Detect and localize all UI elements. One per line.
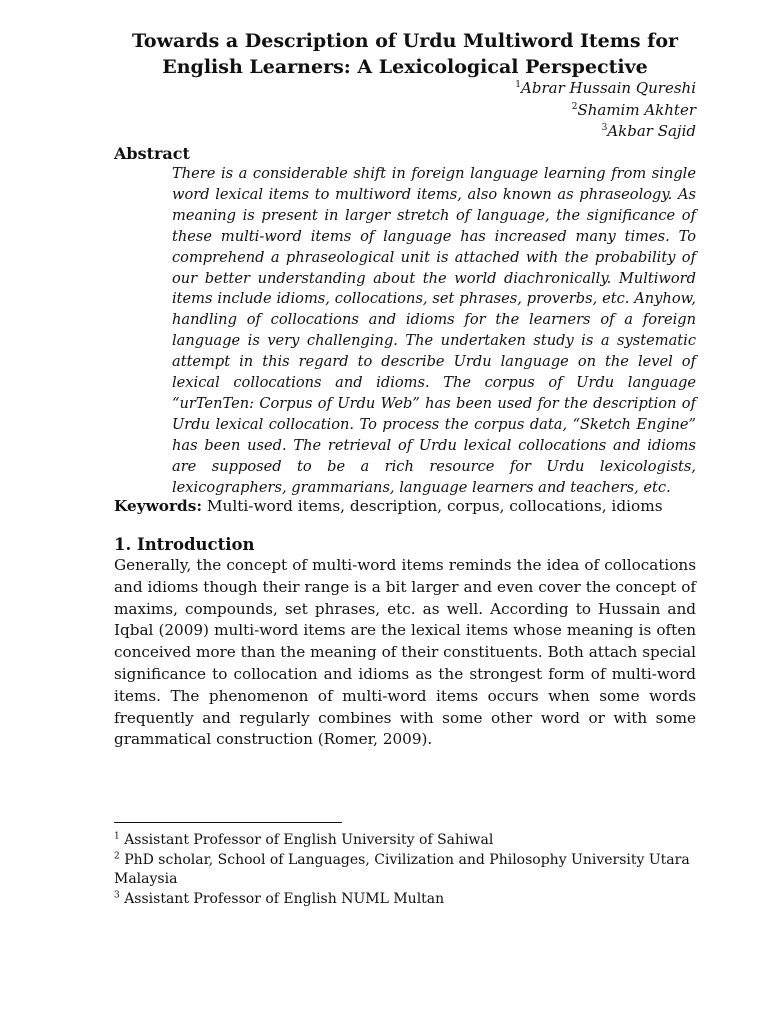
- author-line: [515, 78, 696, 100]
- author-marker: 1: [515, 80, 522, 90]
- footnote-marker: 1: [114, 831, 120, 842]
- abstract-text: There is a considerable shift in foreign language learning from single word lexical items to multiword items, also known as phraseology. As meaning is present in larger stretch of language, the significance of these multi-word items of language has increased many times. To comprehend a phraseological unit is attached with the probability of our better understanding about the world diachronically. Multiword items include idioms, collocations, set phrases, proverbs, etc. Anyhow, handling of collocations and idioms for the learners of a foreign language is very challenging. The undertaken study is a systematic attempt in this regard to describe Urdu language on the level of lexical collocations and idioms. The corpus of Urdu language “urTenTen: Corpus of Urdu Web” has been used for the description of Urdu lexical collocation. To process the corpus data, “Sketch Engine” has been used. The retrieval of Urdu lexical collocations and idioms are supposed to be a rich resource for Urdu lexicologists, lexicographers, grammarians, language learners and teachers, etc.: [172, 165, 696, 496]
- keywords-label: Keywords:: [114, 497, 202, 515]
- footnote-text: PhD scholar, School of Languages, Civilization and Philosophy University Utara Malaysia: [114, 851, 690, 887]
- abstract-heading: Abstract: [114, 144, 190, 163]
- introduction-heading: 1. Introduction: [114, 535, 255, 554]
- footnote-item: [114, 831, 700, 851]
- author-marker: 3: [601, 123, 608, 133]
- paper-title: Towards a Description of Urdu Multiword Items for English Learners: A Lexicological Perspective: [131, 30, 679, 78]
- footnote-text: Assistant Professor of English University of Sahiwal: [124, 832, 494, 848]
- author-name: Shamim Akhter: [577, 100, 696, 119]
- footnote-marker: 2: [114, 850, 120, 861]
- author-name: Akbar Sajid: [607, 122, 696, 140]
- footnote-text: Assistant Professor of English NUML Multan: [124, 890, 445, 907]
- author-line: [515, 100, 696, 122]
- footnote-item: [114, 851, 700, 890]
- author-line: [515, 121, 696, 143]
- author-list: [515, 78, 696, 143]
- author-name: Abrar Hussain Qureshi: [521, 79, 696, 97]
- keywords-line: [114, 495, 663, 517]
- keywords-text: Multi-word items, description, corpus, collocations, idioms: [206, 497, 663, 515]
- footnote-marker: 3: [114, 889, 120, 900]
- author-marker: 2: [571, 101, 578, 112]
- footnote-divider: [114, 822, 342, 823]
- introduction-text: Generally, the concept of multi-word items reminds the idea of collocations and idioms though their range is a bit larger and even cover the concept of maxims, compounds, set phrases, etc. as well. According to Hussain and Iqbal (2009) multi-word items are the lexical items whose meaning is often conceived more than the meaning of their constituents. Both attach special significance to collocation and idioms as the strongest form of multi-word items. The phenomenon of multi-word items occurs when some words frequently and regularly combines with some other word or with some grammatical construction (Romer, 2009).: [114, 556, 696, 749]
- footnote-item: [114, 890, 700, 910]
- footnotes: [114, 831, 700, 909]
